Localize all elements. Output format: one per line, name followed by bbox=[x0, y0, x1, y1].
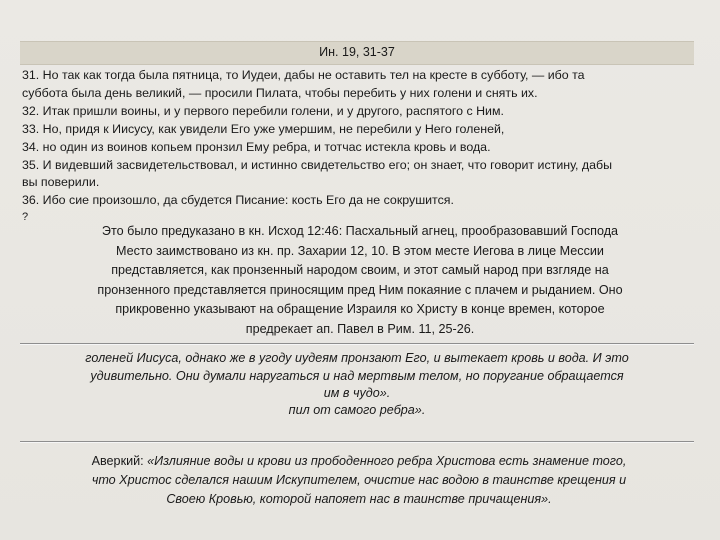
question-mark: ? bbox=[22, 211, 29, 223]
averky-quote-line: Своею Кровью, которой напояет нас в таинстве причащения». bbox=[166, 492, 552, 506]
divider bbox=[20, 441, 694, 443]
averky-quote-line: что Христос сделался нашим Искупителем, очистие нас водою в таинстве крещения и bbox=[91, 473, 627, 487]
note-line: голеней Иисуса, однако же в угоду иудеям пронзают Его, и вытекает кровь и вода. И это bbox=[85, 351, 629, 365]
verse-line: 35. И видевший засвидетельствовал, и истинно свидетельство его; он знает, что говорит истину, дабы bbox=[22, 157, 613, 172]
note-line: им в чудо». bbox=[323, 386, 391, 400]
averky-author: Аверкий: bbox=[91, 454, 148, 468]
averky-quote-line: «Излияние воды и крови из прободенного ребра Христова есть знамение того, bbox=[147, 454, 627, 468]
averky-quote bbox=[24, 452, 694, 509]
note-line: пил от самого ребра». bbox=[288, 402, 426, 417]
commentary-block bbox=[34, 222, 686, 339]
verse-line: 36. Ибо сие произошло, да сбудется Писание: кость Его да не сокрушится. bbox=[22, 193, 454, 208]
commentary-line: представляется, как пронзенный народом своим, и этот самый народ при взгляде на bbox=[111, 263, 609, 277]
verse-line: 34. но один из воинов копьем пронзил Ему ребра, и тотчас истекла кровь и вода. bbox=[22, 139, 491, 154]
divider bbox=[20, 343, 694, 345]
commentary-line: Место заимствовано из кн. пр. Захарии 12, 10. В этом месте Иегова в лице Мессии bbox=[116, 243, 604, 258]
chrysostom-note bbox=[22, 350, 692, 417]
verse-line: 33. Но, придя к Иисусу, как увидели Его уже умершим, не перебили у Него голеней, bbox=[22, 121, 505, 136]
commentary-line: прикровенно указывают на обращение Израиля ко Христу в конце времен, которое bbox=[115, 302, 605, 316]
verse-line: вы поверили. bbox=[22, 175, 100, 190]
passage-reference: Ин. 19, 31-37 bbox=[319, 45, 395, 59]
scripture-verses bbox=[22, 67, 696, 210]
verse-line: 32. Итак пришли воины, и у первого перебили голени, и у другого, распятого с Ним. bbox=[22, 103, 504, 118]
commentary-line: пронзенного представляется приносящим пред Ним покаяние с плачем и рыданием. Оно bbox=[97, 282, 623, 297]
verse-line: суббота была день великий, — просили Пилата, чтобы перебить у них голени и снять их. bbox=[22, 85, 538, 100]
verse-line: 31. Но так как тогда была пятница, то Иудеи, дабы не оставить тел на кресте в субботу, — ибо та bbox=[22, 68, 585, 82]
commentary-line: Это было предуказано в кн. Исход 12:46: Пасхальный агнец, прообразовавший Господа bbox=[101, 224, 619, 238]
commentary-line: предрекает ап. Павел в Рим. 11, 25-26. bbox=[245, 321, 475, 336]
note-line: удивительно. Они думали наругаться и над мертвым телом, но поругание обращается bbox=[90, 368, 624, 383]
